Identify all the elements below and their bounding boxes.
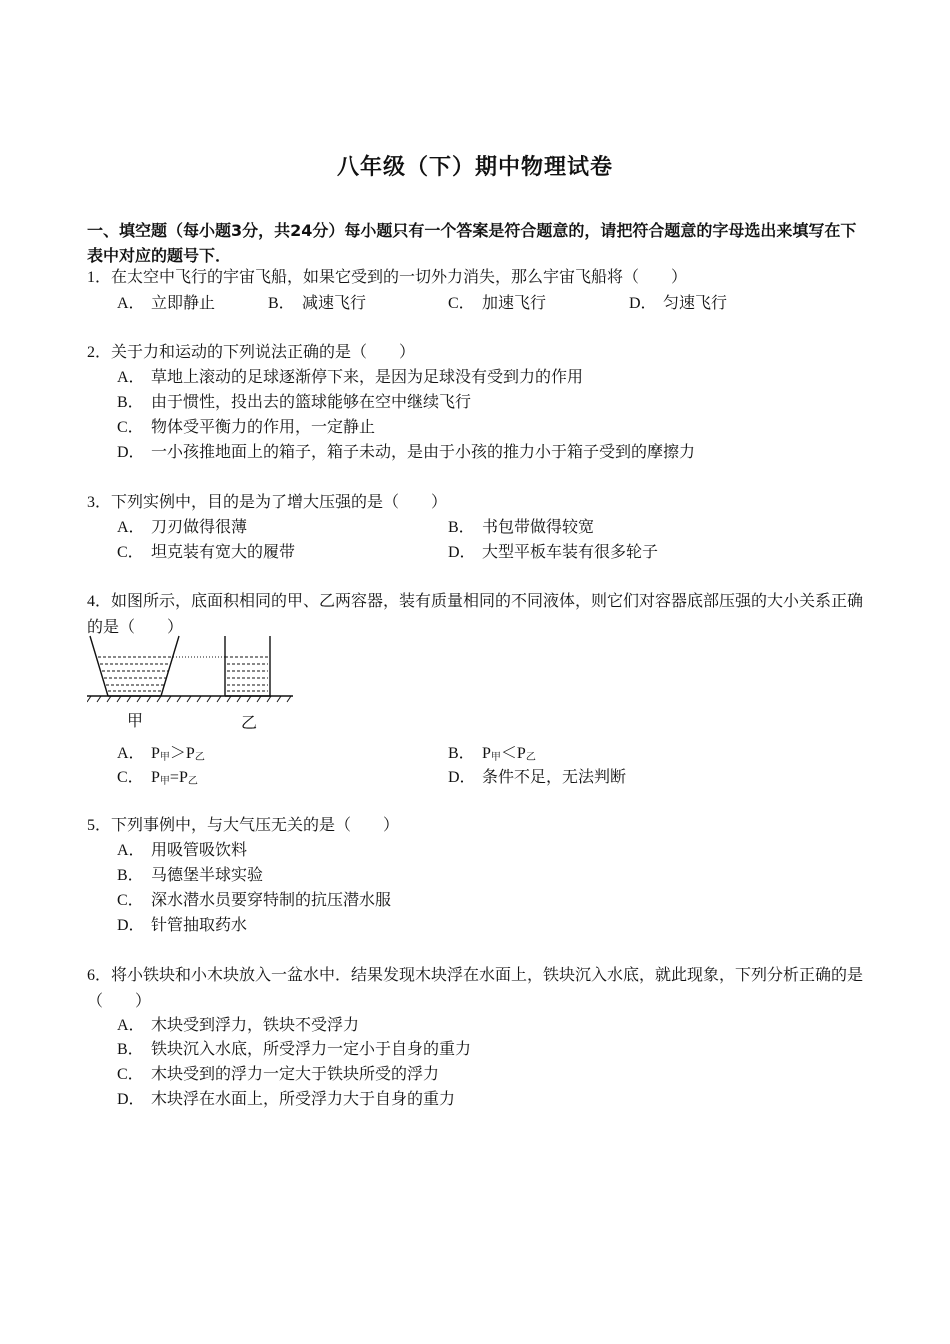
question-text: 将小铁块和小木块放入一盆水中．结果发现木块浮在水面上，铁块沉入水底，就此现象，下列分析正确的是（ ）	[87, 965, 864, 1010]
question-text: 下列事例中，与大气压无关的是（ ）	[111, 815, 400, 834]
option-5c: C． 深水潜水员要穿特制的抗压潜水服	[117, 890, 392, 909]
question-6	[87, 962, 867, 1013]
question-text: 如图所示，底面积相同的甲、乙两容器，装有质量相同的不同液体，则它们对容器底部压强的大小关系正确的是（ ）	[87, 591, 864, 636]
option-1c: C． 加速飞行	[448, 293, 547, 312]
question-text: 关于力和运动的下列说法正确的是（ ）	[111, 342, 416, 361]
question-text: 在太空中飞行的宇宙飞船，如果它受到的一切外力消失，那么宇宙飞船将（ ）	[111, 267, 688, 286]
figure-label-right: 乙	[241, 713, 258, 732]
question-number: 2．	[87, 344, 112, 361]
question-number: 5．	[87, 817, 112, 834]
option-3b: B． 书包带做得较宽	[448, 517, 595, 536]
section-heading: 一、填空题（每小题3分，共24分）每小题只有一个答案是符合题意的，请把符合题意的字母选出来填写在下表中对应的题号下．	[87, 221, 857, 265]
question-number: 1．	[87, 269, 112, 286]
option-2b: B． 由于惯性，投出去的篮球能够在空中继续飞行	[117, 392, 472, 411]
option-6c: C． 木块受到的浮力一定大于铁块所受的浮力	[117, 1064, 440, 1083]
option-4a: A． $P_甲>P_乙$	[117, 745, 205, 763]
option-6d: D． 木块浮在水面上，所受浮力大于自身的重力	[117, 1089, 456, 1108]
option-5d: D． 针管抽取药水	[117, 915, 248, 934]
option-3a: A． 刀刃做得很薄	[117, 517, 248, 536]
question-text: 下列实例中，目的是为了增大压强的是（ ）	[111, 492, 448, 511]
option-5a: A． 用吸管吸饮料	[117, 840, 248, 859]
option-6b: B． 铁块沉入水底，所受浮力一定小于自身的重力	[117, 1039, 472, 1058]
option-3d: D． 大型平板车装有很多轮子	[448, 542, 659, 561]
option-4d: D． 条件不足，无法判断	[448, 767, 627, 786]
question-3	[87, 489, 447, 515]
option-1d: D． 匀速飞行	[629, 293, 728, 312]
figure-label-left: 甲	[127, 711, 144, 730]
option-1a: A． 立即静止	[117, 293, 216, 312]
option-2c: C． 物体受平衡力的作用，一定静止	[117, 417, 376, 436]
option-2d: D． 一小孩推地面上的箱子，箱子未动，是由于小孩的推力小于箱子受到的摩擦力	[117, 442, 696, 461]
question-2	[87, 339, 415, 365]
page-title: 八年级（下）期中物理试卷	[336, 155, 613, 180]
containers-figure	[87, 634, 307, 708]
option-6a: A． 木块受到浮力，铁块不受浮力	[117, 1015, 360, 1034]
option-1b: B． 减速飞行	[268, 293, 367, 312]
question-number: 4．	[87, 593, 112, 610]
option-4b: B． $P_甲<P_乙$	[448, 745, 536, 763]
question-number: 6．	[87, 967, 112, 984]
question-1	[87, 264, 687, 290]
option-5b: B． 马德堡半球实验	[117, 865, 264, 884]
question-4	[87, 588, 867, 639]
containers-diagram	[87, 634, 307, 704]
option-2a: A． 草地上滚动的足球逐渐停下来，是因为足球没有受到力的作用	[117, 367, 584, 386]
question-number: 3．	[87, 494, 112, 511]
option-4c: C． $P_甲=P_乙$	[117, 769, 198, 787]
option-3c: C． 坦克装有宽大的履带	[117, 542, 296, 561]
question-5	[87, 812, 399, 838]
